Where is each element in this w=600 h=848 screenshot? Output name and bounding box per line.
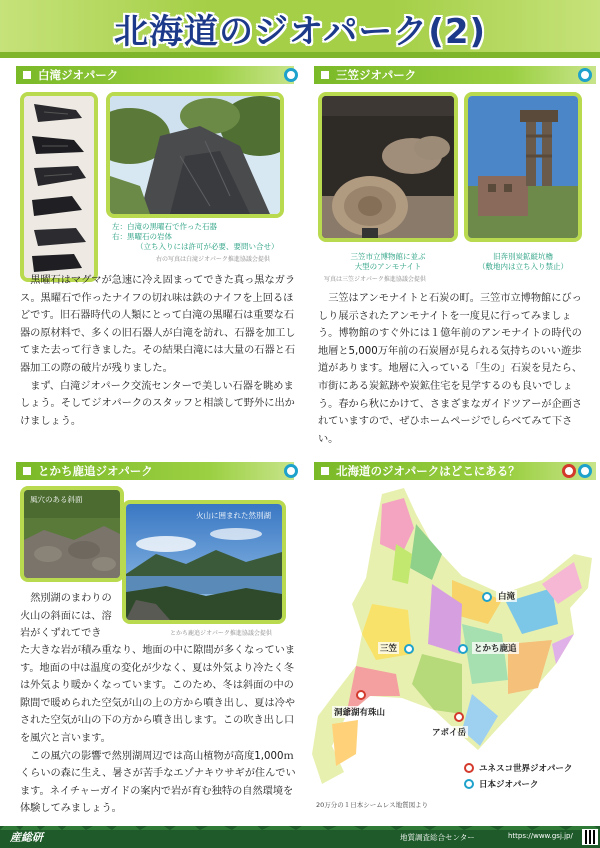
caption-mikasa-tower: 旧奔別炭鉱縦坑櫓 （敷地内は立ち入り禁止）	[478, 252, 568, 271]
page-title: 北海道のジオパーク(2)	[113, 12, 487, 52]
body-shirataki: 黒曜石はマグマが急速に冷え固まってできた真っ黒なガラス。黒曜石で作ったナイフの切れ味は鉄のナイフを上回るほどです。旧石器時代の人類にとって白滝の黒曜石は重要な石器の原材料で、多くの旧石器人が白滝を訪れ、石器を加工してまた去って行きました。その結果白滝には大量の石器と石器加工の際の破片が残りました。 まず、白滝ジオパーク交流センターで美しい石器を眺めましょう。そしてジオパークのスタッフと相談して野外に出かけましょう。	[20, 275, 296, 427]
mine-tower-illustration	[468, 96, 578, 238]
photo-shikaribetsu-lake	[122, 500, 286, 624]
marker-toya	[356, 690, 366, 700]
map-label-shirataki: 白滝	[498, 592, 516, 602]
japan-geopark-icon	[284, 68, 298, 82]
photo-ammonites	[318, 92, 458, 242]
photo-wind-hole-slope	[20, 486, 124, 582]
grass-decoration	[0, 826, 600, 830]
photo-label-slope: 風穴のある斜面	[30, 495, 83, 504]
body-tokachi: た大きな岩が積み重なり、地面の中に隙間が多くなっています。地面の中は温度の変化が少なく、夏は外気より冷たく冬は外気より暖かくなっています。このため、冬は斜面の中の隙間で暖められた空気が山の上の方から噴き出し、夏は冷やされた空気が山の下の方から噴き出します。この吹き出し口を風穴と言います。 この風穴の影響で然別湖周辺では高山植物が高度1,000ｍくらいの森に生え、暑さが苦手なエゾナキウサギが住んでいます。ネイチャーガイドの案内で岩が育む独特の自然環境を体験してみましょう。	[20, 645, 296, 815]
photo-label-lake: 火山に囲まれた然別湖	[196, 511, 271, 520]
section-title-mikasa: 三笠ジオパーク	[336, 68, 417, 82]
obsidian-tools-illustration	[24, 96, 94, 278]
page-header	[0, 0, 600, 58]
marker-shirataki	[482, 592, 492, 602]
footer-url[interactable]: https://www.gsj.jp/	[508, 832, 573, 840]
bullet-square	[23, 71, 31, 79]
body-mikasa: 三笠はアンモナイトと石炭の町。三笠市立博物館にびっしり展示されたアンモナイトを一度見に行ってみましょう。博物館のすぐ外には１億年前のアンモナイトの時代の地層と5,000万年前の石炭層が見られる気持ちのいい遊歩道があります。地層に入っている「生の」石炭を見たら、市街にある炭鉱跡や炭鉱住宅を見学するのも良いでしょう。春から秋にかけて、さまざまなガイドツアーが企画されていますので、ぜひホームページでしらべてみて下さい。	[318, 293, 583, 445]
marker-apoi	[454, 712, 464, 722]
map-label-toya: 洞爺湖有珠山	[334, 708, 386, 718]
legend-japan: 日本ジオパーク	[464, 778, 538, 790]
caption-shirataki: 左：白滝の黒曜石で作った石器 右：黒曜石の岩体 （立ち入りには許可が必要、要問い合せ）	[112, 222, 279, 251]
credit-mikasa: 写真は三笠ジオパーク推進協議会提供	[324, 276, 426, 283]
lake-illustration	[126, 504, 282, 620]
marker-mikasa	[404, 644, 414, 654]
bullet-square	[23, 467, 31, 475]
photo-obsidian-tools	[20, 92, 98, 282]
japan-legend-icon	[464, 779, 474, 789]
marker-tokachi	[458, 644, 468, 654]
photo-obsidian-rock	[106, 92, 284, 218]
map-label-mikasa: 三笠	[380, 644, 398, 654]
section-head-shirataki	[16, 66, 294, 84]
bullet-square	[321, 71, 329, 79]
section-head-mikasa	[314, 66, 596, 84]
section-head-map	[314, 462, 596, 480]
credit-tokachi: とかち鹿追ジオパーク推進協議会提供	[170, 630, 272, 637]
bullet-square	[321, 467, 329, 475]
photo-mine-tower	[464, 92, 582, 242]
map-label-tokachi: とかち鹿追	[474, 644, 517, 654]
section-title-tokachi: とかち鹿追ジオパーク	[38, 464, 153, 478]
japan-geopark-icon	[284, 464, 298, 478]
obsidian-rock-illustration	[110, 96, 280, 214]
aist-logo: 産総研	[10, 831, 43, 844]
credit-shirataki: 右の写真は白滝ジオパーク推進協議会提供	[156, 256, 270, 263]
page-footer	[0, 826, 600, 848]
section-title-map: 北海道のジオパークはどこにある？	[336, 464, 520, 478]
legend-unesco: ユネスコ世界ジオパーク	[464, 762, 572, 774]
unesco-geopark-icon	[562, 464, 576, 478]
footer-organization: 地質調査総合センター	[400, 833, 475, 842]
qr-code-icon[interactable]	[582, 829, 598, 845]
map-label-apoi: アポイ岳	[432, 728, 467, 738]
hokkaido-geology-map	[312, 484, 600, 814]
japan-geopark-icon	[578, 464, 592, 478]
body-tokachi-intro: 然別湖のまわりの火山の斜面には、溶岩がくずれてでき	[20, 593, 112, 640]
ammonite-museum-illustration	[322, 96, 454, 238]
caption-mikasa-ammonite: 三笠市立博物館に並ぶ 大型のアンモナイト	[350, 252, 426, 271]
section-head-tokachi	[16, 462, 294, 480]
japan-geopark-icon	[578, 68, 592, 82]
unesco-legend-icon	[464, 763, 474, 773]
map-source: 20万分の１日本シームレス地質図より	[316, 801, 429, 809]
section-title-shirataki: 白滝ジオパーク	[38, 68, 119, 82]
